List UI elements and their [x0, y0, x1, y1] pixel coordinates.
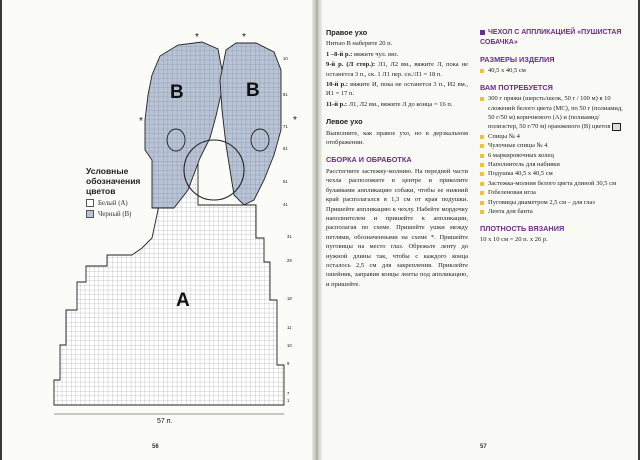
row-number: 18	[287, 296, 292, 301]
row-number: 11	[287, 325, 292, 330]
material-item: Лента для банта	[480, 207, 626, 216]
materials-heading: ВАМ ПОТРЕБУЕТСЯ	[480, 82, 553, 92]
bullet-icon	[480, 97, 484, 101]
row-number: 7	[287, 391, 290, 396]
bullet-icon	[480, 182, 484, 186]
left-ear-heading: Левое ухо	[326, 117, 363, 127]
material-item: Пуговицы диаметром 2,5 см – для глаз	[480, 198, 626, 207]
row-number: 9	[287, 361, 290, 366]
bullet-icon	[480, 144, 484, 148]
right-ear-area-b	[220, 43, 281, 205]
paragraph: Расстегните застежку-молнию. На передней части чехла расположите в центре и приколите булавками аппликацию собаки, чтобы ее нижний край располагался в 1,3 см от края подушки. Пришейте аппликацию к чехлу. Набейте мордочку наполнителем и пришейте к аппликации, располагая по схеме. Пришейте ушки между петлями, обозначенными на схеме *. Пришейте пуговицы на место глаз. Обрежьте ленту до нужной длины так, чтобы с каждого конца осталось 2,5 см для закрепления. Приклейте ошейник, заправив концы ленты под аппликацию, и пришейте.	[326, 167, 468, 288]
material-item: Наполнитель для набивки	[480, 160, 626, 169]
paragraph: 11-й р.: Л1, Л2 вм., вяжите Л до конца = 16 п.	[326, 100, 453, 108]
page-number-left: 56	[152, 444, 159, 450]
knitting-chart	[2, 0, 316, 460]
right-page	[318, 0, 638, 460]
density-heading: ПЛОТНОСТЬ ВЯЗАНИЯ	[480, 223, 565, 233]
material-item: Чулочные спицы № 4	[480, 141, 626, 150]
bullet-icon	[480, 69, 484, 73]
left-page	[2, 0, 316, 460]
bullet-icon	[480, 210, 484, 214]
material-item: Застежка-молния белого цвета длиной 30,5 см	[480, 179, 626, 188]
stitch-count-label: 57 п.	[157, 418, 173, 425]
density-value: 10 х 10 см = 20 п. х 26 р.	[480, 235, 548, 243]
list-item: 40,5 х 40,5 см	[480, 66, 626, 75]
bullet-icon	[480, 154, 484, 158]
instructions-column	[326, 28, 468, 290]
materials-column	[480, 28, 626, 245]
stitch-marker-asterisk-2: *	[139, 116, 143, 127]
page-number-right: 57	[480, 444, 487, 450]
row-number: 10	[287, 343, 292, 348]
material-item: Гобеленовая игла	[480, 188, 626, 197]
label-a: A	[176, 290, 190, 311]
right-ear-heading: Правое ухо	[326, 28, 368, 37]
row-number: 41	[283, 202, 288, 207]
material-item: 300 г пряжи (шерсть/шелк, 50 г / 100 м) в 10 сложений белого цвета (МС), по 50 г (полиамид, 50 г/50 м) коричневого (А) и (полиамид/полиэстер, 50 г/70 м) оранжевого (В) цветов	[480, 94, 626, 132]
row-number: 29	[287, 258, 292, 263]
row-number: 71	[283, 124, 288, 129]
black-swatch-icon	[86, 210, 94, 218]
sizes-heading: РАЗМЕРЫ ИЗДЕЛИЯ	[480, 55, 555, 64]
white-swatch-icon	[86, 199, 94, 207]
legend-item-black: Черный (В)	[86, 210, 146, 218]
bullet-icon	[480, 163, 484, 167]
material-item: 6 маркировочных колец	[480, 151, 626, 160]
paragraph: Нитью В наберите 20 п.	[326, 40, 393, 48]
material-item: Спицы № 4	[480, 132, 626, 141]
row-number: 61	[283, 146, 288, 151]
stitch-marker-asterisk-0: *	[195, 32, 199, 43]
row-number: 51	[283, 179, 288, 184]
stitch-marker-asterisk-1: *	[242, 32, 246, 43]
assembly-heading: СБОРКА И ОБРАБОТКА	[326, 155, 412, 165]
label-b-right: B	[246, 80, 260, 101]
bullet-icon	[480, 135, 484, 139]
legend-title: Условные обозначения цветов	[86, 166, 141, 196]
title-marker-icon	[480, 30, 485, 35]
book-spine	[312, 0, 322, 460]
bullet-icon	[480, 191, 484, 195]
bullet-icon	[480, 172, 484, 176]
paragraph: 1 –8-й р.: вяжите чул. вяз.	[326, 50, 399, 58]
row-number: 10	[283, 56, 288, 61]
paragraph: 10-й р.: вяжите И, пока не останется 3 п., И2 вм., И1 = 17 п.	[326, 81, 468, 98]
project-title: ЧЕХОЛ С АППЛИКАЦИЕЙ «ПУШИСТАЯ СОБАЧКА»	[480, 29, 622, 46]
stitch-marker-asterisk-3: *	[293, 115, 297, 126]
paragraph: Выполните, как правое ухо, но в дерзкальном отображении.	[326, 129, 468, 147]
color-legend	[86, 166, 146, 218]
left-ear-area-b	[145, 42, 222, 208]
row-number: 1	[287, 398, 290, 403]
legend-item-white: Белый (А)	[86, 199, 146, 207]
material-item: Подушка 40,5 х 40,5 см	[480, 169, 626, 178]
row-number: 81	[283, 92, 288, 97]
label-b-left: B	[170, 82, 184, 103]
row-number: 31	[287, 234, 292, 239]
paragraph: 9-й р. (Л стор.): Л1, Л2 вм., вяжите Л, пока не останется 3 п., ск. 1 Л1 пер. сн./Л1 = 18 п.	[326, 61, 468, 78]
yarn-symbol-icon	[612, 123, 621, 131]
materials-list	[480, 94, 626, 216]
bullet-icon	[480, 201, 484, 205]
